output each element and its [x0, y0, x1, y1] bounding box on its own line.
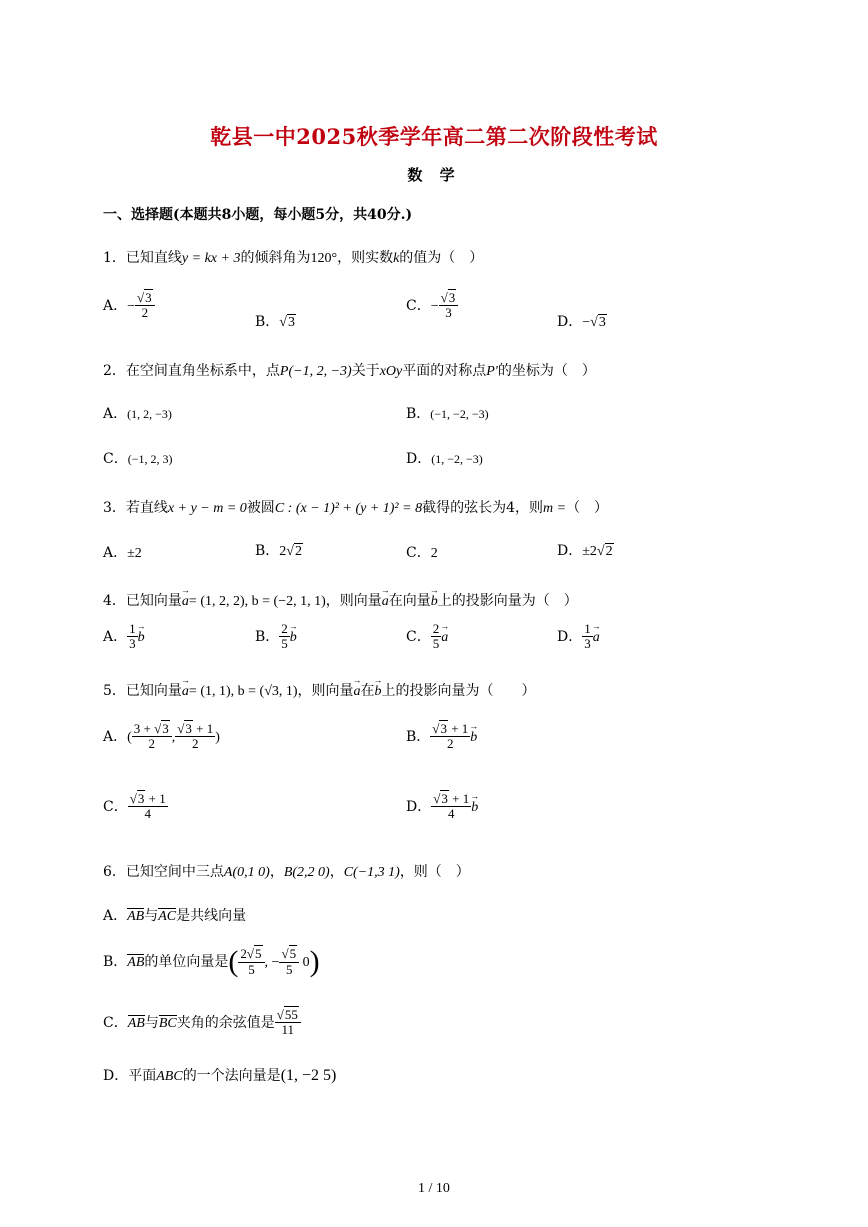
q5-option-d[interactable]: D． $\frac{√3 + 1}{4}$ → b — [406, 792, 478, 822]
q6-option-b[interactable]: B．AB的单位向量是( $\frac{2√5}{5}$ , − $\frac{√5}{5}$ 0) — [103, 945, 320, 978]
question-2: 2．在空间直角坐标系中，点P(−1, 2, −3)关于xOy平面的对称点P′的坐标为（ ） — [103, 363, 596, 379]
q1-option-c[interactable]: C．− $\frac{√3}{3}$ — [406, 291, 458, 321]
q4-option-d[interactable]: D． $\frac{1}{3}$ → a — [557, 622, 600, 652]
q1-option-d[interactable]: D．−√3 — [557, 314, 606, 330]
q3-option-c[interactable]: C．2 — [406, 545, 438, 561]
q4-option-b[interactable]: B． $\frac{2}{5}$ → b — [255, 622, 297, 652]
q5-option-a[interactable]: A．( $\frac{3 + √3}{2}$ , $\frac{√3 + 1}{2}$ ) — [103, 721, 220, 752]
question-4: 4．已知向量→ a= (1, 2, 2), b = (−2, 1, 1)，则向量→ a在向量→ b上的投影向量为（ ） — [103, 590, 578, 610]
q6-option-d[interactable]: D．平面ABC的一个法向量是(1, −2 5) — [103, 1067, 337, 1084]
q6-option-a[interactable]: A．AB与AC是共线向量 — [103, 908, 247, 924]
q6-option-c[interactable]: C．AB与BC夹角的余弦值是 $\frac{√55}{11}$ — [103, 1008, 301, 1038]
q5-option-b[interactable]: B． $\frac{√3 + 1}{2}$ → b — [406, 722, 477, 752]
q2-option-a[interactable]: A．(1, 2, −3) — [103, 406, 172, 422]
q1-option-b[interactable]: B．√3 — [255, 314, 295, 330]
question-1: 1．已知直线y = kx + 3的倾斜角为120°，则实数k的值为（ ） — [103, 250, 484, 266]
question-3: 3．若直线x + y − m = 0被圆C : (x − 1)² + (y + 1)² = 8截得的弦长为4，则m =（ ） — [103, 500, 609, 516]
exam-title: 乾县一中2025秋季学年高二第二次阶段性考试 — [210, 124, 658, 149]
question-5: 5．已知向量→ a= (1, 1), b = (√3, 1)，则向量→ a在→ b上的投影向量为（ ） — [103, 680, 536, 700]
question-6: 6．已知空间中三点A(0,1 0)，B(2,2 0)，C(−1,3 1)，则（ ） — [103, 864, 470, 880]
q3-option-b[interactable]: B．2√2 — [255, 543, 302, 559]
q3-option-d[interactable]: D．±2√2 — [557, 543, 613, 559]
page-number: 1 / 10 — [418, 1181, 450, 1196]
subject-label: 数 学 — [407, 166, 461, 184]
q3-option-a[interactable]: A．±2 — [103, 545, 142, 561]
q4-option-c[interactable]: C． $\frac{2}{5}$ → a — [406, 622, 448, 652]
section-heading: 一、选择题(本题共8小题，每小题5分，共40分.) — [103, 207, 413, 223]
q2-option-b[interactable]: B．(−1, −2, −3) — [406, 406, 489, 422]
q4-option-a[interactable]: A． $\frac{1}{3}$ → b — [103, 622, 145, 652]
q2-option-c[interactable]: C．(−1, 2, 3) — [103, 451, 173, 467]
q5-option-c[interactable]: C． $\frac{√3 + 1}{4}$ — [103, 791, 166, 822]
q2-option-d[interactable]: D．(1, −2, −3) — [406, 451, 483, 467]
q1-option-a[interactable]: A．− $\frac{√3}{2}$ — [103, 291, 155, 321]
